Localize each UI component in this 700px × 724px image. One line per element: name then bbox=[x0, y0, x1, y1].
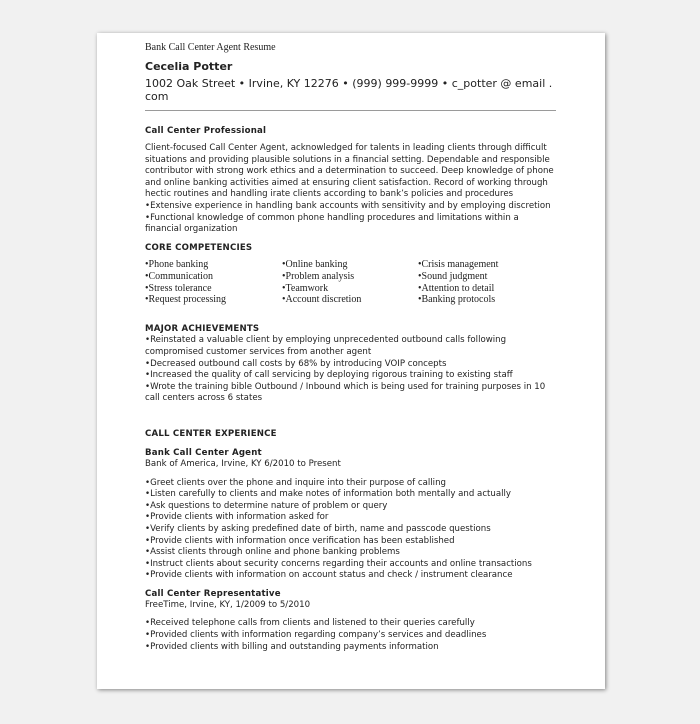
document-title: Bank Call Center Agent Resume bbox=[145, 42, 276, 53]
list-item: • Attention to detail bbox=[418, 283, 557, 295]
list-item: • Functional knowledge of common phone handling procedures and limitations within a financial organization bbox=[145, 213, 557, 236]
candidate-name: Cecelia Potter bbox=[145, 60, 233, 73]
profile-heading: Call Center Professional bbox=[145, 126, 267, 136]
list-item: • Crisis management bbox=[418, 259, 557, 271]
job-employer: Bank of America, Irvine, KY 6/2010 to Present bbox=[145, 458, 341, 469]
list-item: • Decreased outbound call costs by 68% by introducing VOIP concepts bbox=[145, 359, 557, 371]
list-item: • Account discretion bbox=[282, 294, 418, 306]
achievements-heading: MAJOR ACHIEVEMENTS bbox=[145, 324, 260, 335]
job-duties bbox=[145, 618, 557, 653]
competencies-grid bbox=[145, 259, 557, 307]
list-item: • Received telephone calls from clients and listened to their queries carefully bbox=[145, 618, 557, 630]
list-item: • Increased the quality of call servicing by deploying rigorous training to existing staff bbox=[145, 370, 557, 382]
list-item: • Provide clients with information asked for bbox=[145, 512, 557, 524]
competency-column bbox=[282, 259, 418, 307]
list-item: • Listen carefully to clients and make notes of information both mentally and actually bbox=[145, 489, 557, 501]
job-title: Call Center Representative bbox=[145, 588, 281, 599]
resume-page bbox=[97, 33, 605, 689]
list-item: • Greet clients over the phone and inquire into their purpose of calling bbox=[145, 478, 557, 490]
achievements-list bbox=[145, 335, 557, 405]
contact-line: 1002 Oak Street • Irvine, KY 12276 • (999) 999-9999 • c_potter @ email . com bbox=[145, 77, 553, 103]
list-item: • Online banking bbox=[282, 259, 418, 271]
list-item: • Teamwork bbox=[282, 283, 418, 295]
competency-column bbox=[145, 259, 282, 307]
list-item: • Extensive experience in handling bank accounts with sensitivity and by employing discretion bbox=[145, 201, 557, 213]
list-item: • Sound judgment bbox=[418, 271, 557, 283]
competencies-heading: CORE COMPETENCIES bbox=[145, 242, 253, 253]
profile-summary: Client-focused Call Center Agent, acknowledged for talents in leading clients through difficult situations and providing plausible solutions in a financial setting. Dependable and responsible contributor with strong work ethics and a determination to succeed. Deep knowledge of phone and online banking activities aimed at ensuring client satisfaction. Record of working through hectic routines and handling irate clients according to bank’s policies and procedures bbox=[145, 143, 554, 200]
list-item: • Request processing bbox=[145, 294, 282, 306]
job-employer: FreeTime, Irvine, KY, 1/2009 to 5/2010 bbox=[145, 599, 311, 610]
list-item: • Reinstated a valuable client by employing unprecedented outbound calls following compromised customer services from another agent bbox=[145, 335, 557, 358]
profile-bullets bbox=[145, 201, 557, 236]
list-item: • Phone banking bbox=[145, 259, 282, 271]
list-item: • Problem analysis bbox=[282, 271, 418, 283]
list-item: • Provided clients with information regarding company’s services and deadlines bbox=[145, 630, 557, 642]
list-item: • Instruct clients about security concerns regarding their accounts and online transactions bbox=[145, 559, 557, 571]
competency-column bbox=[418, 259, 557, 307]
list-item: • Verify clients by asking predefined date of birth, name and passcode questions bbox=[145, 524, 557, 536]
header-divider bbox=[145, 110, 556, 111]
list-item: • Ask questions to determine nature of problem or query bbox=[145, 501, 557, 513]
list-item: • Provide clients with information on account status and check / instrument clearance bbox=[145, 570, 557, 582]
job-title: Bank Call Center Agent bbox=[145, 447, 262, 458]
list-item: • Stress tolerance bbox=[145, 283, 282, 295]
list-item: • Communication bbox=[145, 271, 282, 283]
list-item: • Assist clients through online and phone banking problems bbox=[145, 547, 557, 559]
list-item: • Banking protocols bbox=[418, 294, 557, 306]
experience-heading: CALL CENTER EXPERIENCE bbox=[145, 428, 277, 439]
job-duties bbox=[145, 478, 557, 582]
list-item: • Provided clients with billing and outstanding payments information bbox=[145, 642, 557, 654]
list-item: • Provide clients with information once verification has been established bbox=[145, 536, 557, 548]
list-item: • Wrote the training bible Outbound / Inbound which is being used for training purposes in 10 call centers across 6 states bbox=[145, 382, 557, 405]
resume-content bbox=[145, 41, 557, 653]
